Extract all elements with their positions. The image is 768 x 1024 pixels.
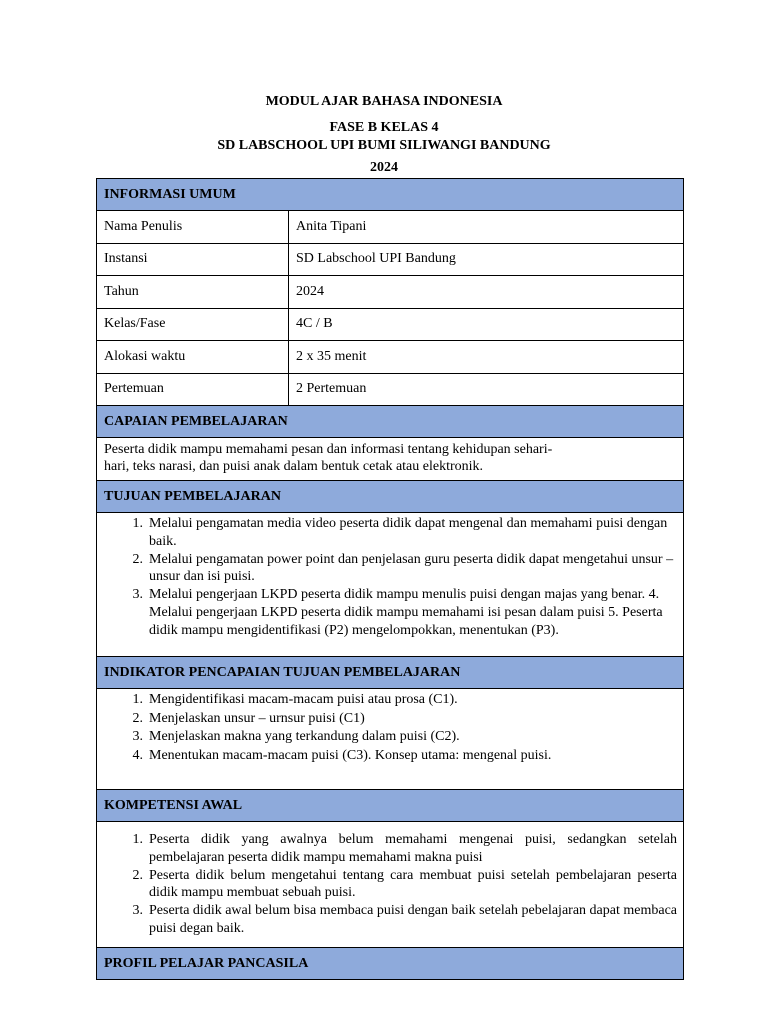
- info-row-instansi: [97, 244, 683, 277]
- list-item: [97, 586, 677, 639]
- info-value: SD Labschool UPI Bandung: [296, 251, 456, 267]
- item-text: Menjelaskan unsur – urnsur puisi (C1): [149, 710, 365, 726]
- item-text: Peserta didik awal belum bisa membaca puisi dengan baik setelah pebelajaran dapat membaca puisi degan baik.: [149, 903, 677, 936]
- item-number: 2.: [132, 551, 143, 567]
- item-number: 2.: [132, 867, 143, 883]
- item-number: 1.: [132, 692, 143, 707]
- list-item: [97, 831, 677, 867]
- item-text: Peserta didik yang awalnya belum memahami mengenai puisi, sedangkan setelah pembelajaran peserta didik mampu memahami makna puisi: [149, 832, 677, 865]
- year: 2024: [370, 160, 398, 175]
- section-informasi-umum: INFORMASI UMUM: [97, 179, 683, 211]
- info-row-nama-penulis: [97, 211, 683, 244]
- school-name: SD LABSCHOOL UPI BUMI SILIWANGI BANDUNG: [217, 138, 551, 153]
- item-number: 4.: [132, 747, 143, 763]
- item-text: Melalui pengerjaan LKPD peserta didik mampu menulis puisi dengan majas yang benar. 4. Melalui pengerjaan LKPD peserta didik mampu memahami isi pesan dalam puisi 5. Peserta didik mampu mengidentifikasi (P2) mengelompokkan, menentukan (P3).: [149, 587, 663, 638]
- info-label: Nama Penulis: [97, 211, 289, 243]
- info-label: Kelas/Fase: [97, 309, 289, 341]
- section-tujuan-pembelajaran: TUJUAN PEMBELAJARAN: [97, 481, 683, 513]
- item-text: Menjelaskan makna yang terkandung dalam puisi (C2).: [149, 729, 460, 744]
- list-item: [97, 515, 677, 551]
- item-number: 1.: [132, 832, 143, 847]
- kompetensi-list: [97, 822, 683, 948]
- info-value: Anita Tipani: [296, 218, 367, 234]
- item-number: 2.: [132, 710, 143, 726]
- capaian-line-2: hari, teks narasi, dan puisi anak dalam bentuk cetak atau elektronik.: [104, 459, 484, 474]
- list-item: [97, 902, 677, 938]
- info-row-tahun: [97, 276, 683, 309]
- tujuan-list: [97, 513, 683, 657]
- list-item: [97, 551, 677, 587]
- item-text: Peserta didik belum mengetahui tentang cara membuat puisi setelah pembelajaran peserta didik mampu membuat sebuah puisi.: [149, 867, 677, 901]
- item-text: Menentukan macam-macam puisi (C3). Konsep utama: mengenal puisi.: [149, 747, 552, 763]
- indikator-list: [97, 689, 683, 790]
- info-value: 2024: [296, 283, 324, 299]
- info-label: Instansi: [97, 244, 289, 276]
- info-label: Alokasi waktu: [97, 341, 289, 373]
- item-text: Mengidentifikasi macam-macam puisi atau prosa (C1).: [149, 692, 458, 707]
- section-indikator: INDIKATOR PENCAPAIAN TUJUAN PEMBELAJARAN: [97, 657, 683, 689]
- list-item: [97, 691, 677, 710]
- info-row-pertemuan: [97, 374, 683, 407]
- info-value: 2 x 35 menit: [296, 348, 367, 364]
- info-label: Pertemuan: [97, 374, 289, 406]
- section-kompetensi-awal: KOMPETENSI AWAL: [97, 790, 683, 822]
- section-capaian-pembelajaran: CAPAIAN PEMBELAJARAN: [97, 406, 683, 438]
- capaian-line-1: Peserta didik mampu memahami pesan dan informasi tentang kehidupan sehari-: [104, 442, 553, 457]
- item-number: 3.: [132, 903, 143, 919]
- info-value: 4C / B: [296, 316, 333, 332]
- info-row-alokasi-waktu: [97, 341, 683, 374]
- item-text: Melalui pengamatan power point dan penjelasan guru peserta didik dapat mengetahui unsur – unsur dan isi puisi.: [149, 551, 674, 585]
- info-value: 2 Pertemuan: [296, 381, 367, 397]
- list-item: [97, 747, 677, 766]
- info-row-kelas-fase: [97, 309, 683, 342]
- capaian-text: [97, 438, 683, 481]
- item-text: Melalui pengamatan media video peserta didik dapat mengenal dan memahami puisi dengan baik.: [149, 516, 668, 549]
- phase-class: FASE B KELAS 4: [329, 120, 439, 135]
- list-item: [97, 867, 677, 903]
- module-title: MODUL AJAR BAHASA INDONESIA: [265, 94, 503, 109]
- module-table: [96, 178, 684, 980]
- section-profil-pelajar-pancasila: PROFIL PELAJAR PANCASILA: [97, 948, 683, 980]
- list-item: [97, 710, 677, 729]
- item-number: 1.: [132, 516, 143, 531]
- item-number: 3.: [132, 729, 143, 744]
- list-item: [97, 728, 677, 747]
- item-number: 3.: [132, 587, 143, 603]
- info-label: Tahun: [97, 276, 289, 308]
